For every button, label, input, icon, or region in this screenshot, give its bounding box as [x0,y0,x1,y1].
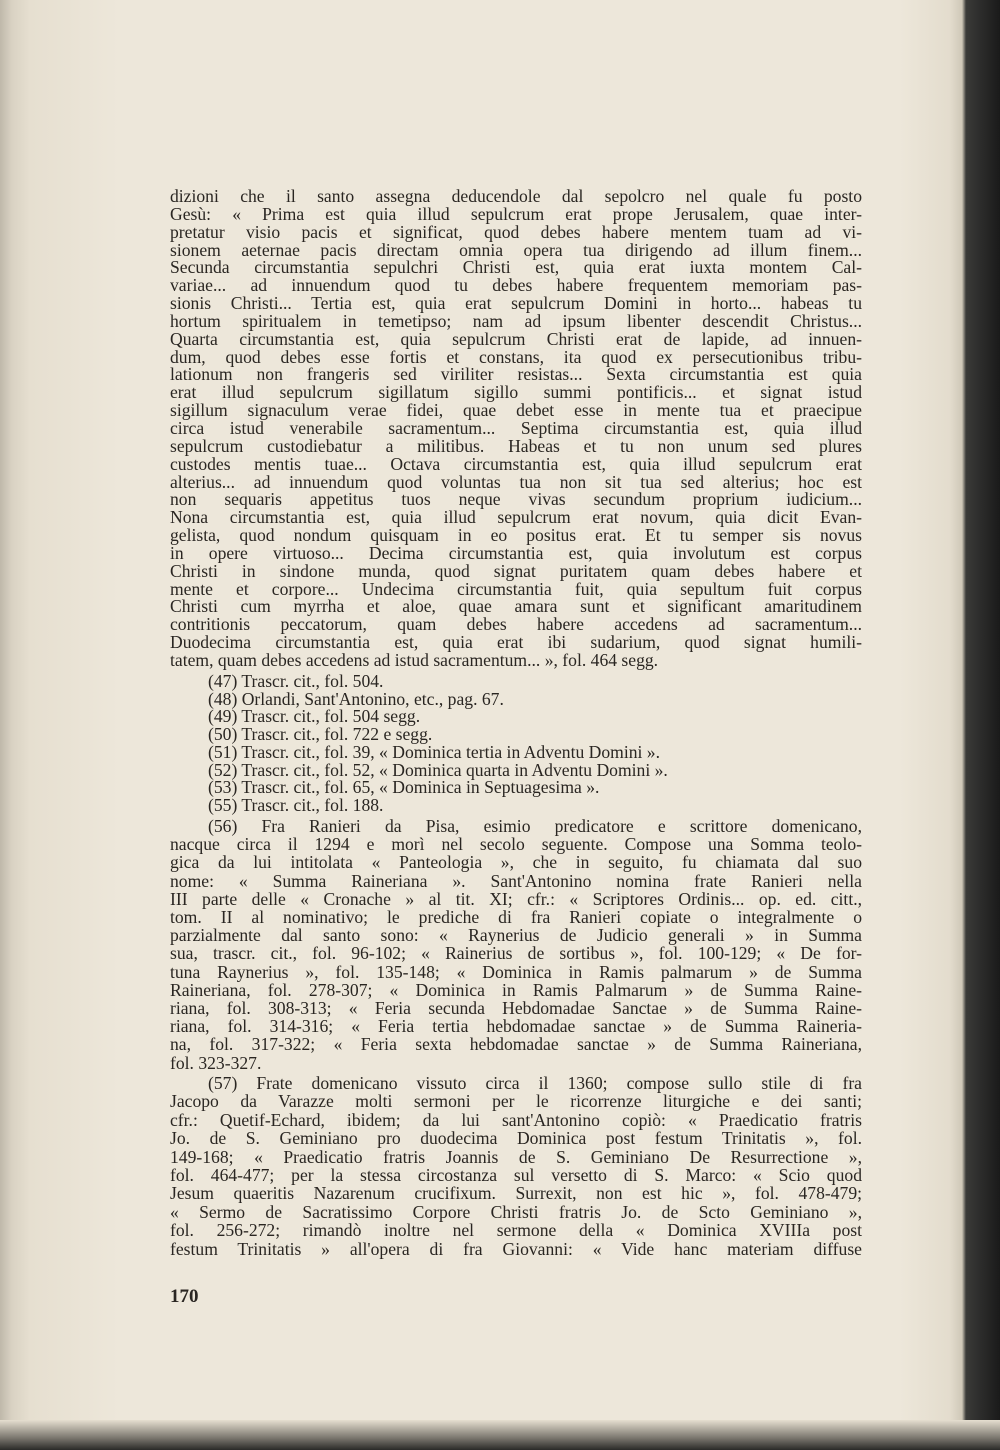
text-line: non sequaris appetitus tuos neque vivas secundum proprium iudicium... [170,489,862,510]
text-line: Jacopo da Varazze molti sermoni per le ricorrenze liturgiche e dei santi; [170,1091,862,1112]
text-line: erat illud sepulcrum sigillatum sigillo summi pontificis... et signat istud [170,382,862,403]
footnote-line: (50) Trascr. cit., fol. 722 e segg. [208,724,433,745]
text-line: mente et corpore... Undecima circumstantia fuit, quia sepultum fuit corpus [170,578,862,599]
text-line: fol. 323-327. [170,1052,262,1073]
text-line: nacque circa il 1294 e morì nel secolo seguente. Compose una Somma teolo- [170,834,862,855]
footnote-56 [170,817,862,1072]
footnote-line: (47) Trascr. cit., fol. 504. [208,671,384,691]
footnote-line: (48) Orlandi, Sant'Antonino, etc., pag. 67. [208,688,504,709]
text-line: sionis Christi... Tertia est, quia erat sepulcrum Domini in horto... habeas tu [170,293,862,314]
page-bottom-edge [0,1420,1000,1450]
text-line: dizioni che il santo assegna deducendole dal sepolcro nel quale fu posto [170,186,862,206]
text-line: riana, fol. 314-316; « Feria tertia hebdomadae sanctae » de Summa Raineria- [170,1016,862,1037]
text-line: cfr.: Quetif-Echard, ibidem; da lui sant'Antonino copiò: « Praedicatio fratris [170,1109,862,1130]
text-line: fol. 256-272; rimandò inoltre nel sermone della « Dominica XVIIIa post [170,1220,862,1241]
text-line: tatem, quam debes accedens ad istud sacramentum... », fol. 464 segg. [170,649,659,670]
text-line: variae... ad innuendum quod tu debes habere frequentem memoriam pas- [170,275,862,296]
text-line: III parte delle « Cronache » al tit. XI; cfr.: « Scriptores Ordinis... op. ed. citt., [170,888,862,909]
text-line: alterius... ad innuendum quod voluntas tua non sit tua sed alterius; hoc est [170,471,862,492]
text-line: « Sermo de Sacratissimo Corpore Christi fratris Jo. de Scto Geminiano », [170,1201,862,1222]
text-line: tom. II al nominativo; le prediche di fra Ranieri copiate o integralmente o [170,907,862,928]
text-line: lationum non frangeris sed viriliter resistas... Sexta circumstantia est quia [170,364,862,385]
text-line: sionem aeternae pacis directam omnia opera tua dirigendo ad illum finem... [170,239,862,260]
text-line: Christi cum myrrha et aloe, quae amara sunt et significant amaritudinem [170,596,862,617]
text-line: Secunda circumstantia sepulchri Christi est, quia erat iuxta montem Cal- [170,257,862,278]
text-line: custodes mentis tuae... Octava circumstantia est, quia illud sepulcrum erat [170,453,862,474]
main-paragraph [170,188,862,670]
footnote-line: (55) Trascr. cit., fol. 188. [208,794,384,815]
text-line: in opere virtuoso... Decima circumstantia est, quia involutum est corpus [170,542,862,563]
text-line: 149-168; « Praedicatio fratris Joannis de S. Geminiano De Resurrectione », [170,1146,862,1167]
text-line: circa istud venerabile sacramentum... Septima circumstantia est, quia illud [170,417,862,438]
page-number: 170 [170,1286,199,1307]
footnote-57 [170,1074,862,1258]
text-line: Nona circumstantia est, quia illud sepulcrum erat novum, quia dicit Evan- [170,507,862,528]
text-line: Raineriana, fol. 278-307; « Dominica in Ramis Palmarum » de Summa Raine- [170,979,862,1000]
text-line: dum, quod debes esse fortis et constans, ita quod ex persecutionibus tribu- [170,346,862,367]
text-line: gica da lui intitolata « Panteologia », che in seguito, fu chiamata dal suo [170,852,862,873]
text-line: parzialmente dal santo sono: « Raynerius de Judicio generali » in Summa [170,925,862,946]
text-line: Gesù: « Prima est quia illud sepulcrum erat prope Jerusalem, quae inter- [170,203,862,224]
text-line: Christi in sindone munda, quod signat puritatem quam debes habere et [170,560,862,581]
text-line: festum Trinitatis » all'opera di fra Giovanni: « Vide hanc materiam diffuse [170,1238,862,1259]
text-line: Jo. de S. Geminiano pro duodecima Dominica post festum Trinitatis », fol. [170,1128,862,1149]
text-line: na, fol. 317-322; « Feria sexta hebdomadae sanctae » de Summa Raineriana, [170,1034,862,1055]
text-line: riana, fol. 308-313; « Feria secunda Hebdomadae Sanctae » de Summa Raine- [170,998,862,1019]
text-line: fol. 464-477; per la stessa circostanza sul versetto di S. Marco: « Scio quod [170,1165,862,1186]
text-line: Quarta circumstantia est, quia sepulcrum Christi erat de lapide, ad innuen- [170,328,862,349]
text-line: (56) Fra Ranieri da Pisa, esimio predicatore e scrittore domenicano, [208,816,862,836]
text-line: (57) Frate domenicano vissuto circa il 1360; compose sullo stile di fra [208,1073,862,1093]
footnote-line: (51) Trascr. cit., fol. 39, « Dominica tertia in Adventu Domini ». [208,741,661,762]
text-line: sepulcrum custodiebatur a militibus. Habeas et tu non unum sed plures [170,435,862,456]
text-line: pretatur visio pacis et significat, quod debes habere mentem tuam ad vi- [170,221,862,242]
text-line: hortum spiritualem in temetipso; nam ad ipsum libenter descendit Christus... [170,310,862,331]
text-line: Duodecima circumstantia est, quia erat ibi sudarium, quod signat humili- [170,632,862,653]
footnote-line: (52) Trascr. cit., fol. 52, « Dominica quarta in Adventu Domini ». [208,759,668,780]
text-line: tuna Raynerius », fol. 135-148; « Dominica in Ramis palmarum » de Summa [170,961,862,982]
text-line: sua, trascr. cit., fol. 96-102; « Rainerius de sortibus », fol. 100-129; « De for- [170,943,862,964]
text-line: gelista, quod nondum quisquam in eo positus erat. Et tu semper sis novus [170,525,862,546]
footnote-line: (49) Trascr. cit., fol. 504 segg. [208,706,421,727]
text-line: contritionis peccatorum, quam debes habere accedens ad sacramentum... [170,614,862,635]
text-line: Jesum quaeritis Nazarenum crucifixum. Surrexit, non est hic », fol. 478-479; [170,1183,862,1204]
text-line: nome: « Summa Raineriana ». Sant'Antonino nomina frate Ranieri nella [170,870,862,891]
footnote-line: (53) Trascr. cit., fol. 65, « Dominica in Septuagesima ». [208,777,600,798]
text-line: sigillum signaculum verae fidei, quae debet esse in mente tua et praecipue [170,400,862,421]
footnotes-short [170,673,862,815]
